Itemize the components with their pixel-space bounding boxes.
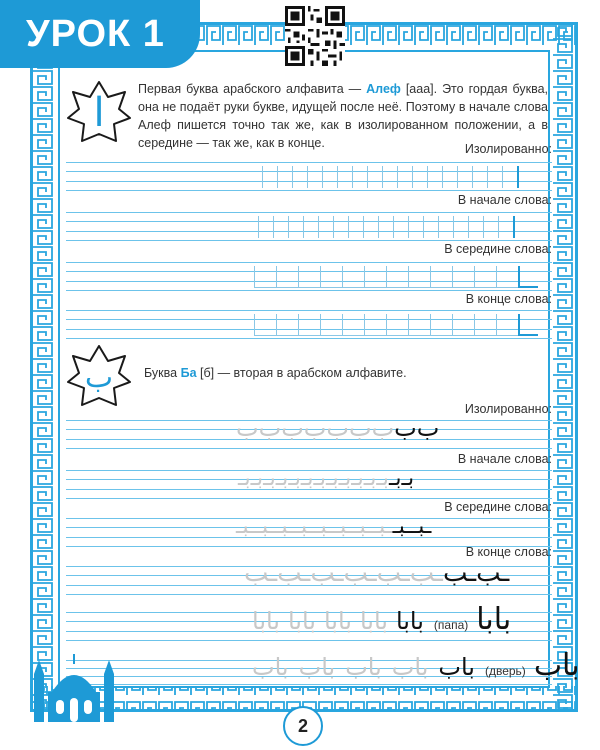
word-door-translation: (дверь) — [484, 664, 526, 678]
ba-name: Ба — [180, 366, 197, 380]
page-number: 2 — [283, 706, 323, 746]
ba-label-initial: В начале слова: — [457, 452, 552, 466]
alef-letter: ا — [93, 90, 105, 136]
ba-description: Буква Ба [б] — вторая в арабском алфавите. — [144, 366, 407, 380]
ba-trace-row-1: ب ب ب ب ب ب ب ب ب — [236, 414, 440, 442]
ba-label-isolated: Изолированно: — [464, 402, 552, 416]
word-door-arabic: باب — [533, 648, 580, 683]
ba-label-final: В конце слова: — [465, 545, 552, 559]
alef-label-isolated: Изолированно: — [464, 142, 552, 156]
ba-sample-initial: بـ — [401, 466, 415, 491]
ba-sample-final: ـب — [476, 558, 510, 588]
ba-trace-row-4: ـب ـب ـب ـب ـب ـب ـب ـب — [244, 558, 510, 588]
qr-code-icon — [285, 6, 345, 66]
alef-trace-row-3 — [254, 264, 538, 288]
star-frame-icon — [66, 80, 132, 146]
ba-sample-medial: ـبـ — [411, 514, 432, 539]
alef-name: Алеф — [366, 82, 401, 96]
alef-label-initial: В начале слова: — [457, 193, 552, 207]
mosque-icon — [34, 650, 114, 722]
word-row-door: باب باب باب باب باب (дверь) باب — [252, 648, 580, 683]
alef-trace-row-1 — [262, 164, 533, 188]
alef-trace-row-4 — [254, 312, 538, 336]
alef-trace-row-2 — [258, 214, 529, 238]
lesson-badge — [0, 0, 200, 68]
alef-label-final: В конце слова: — [465, 292, 552, 306]
lesson-title: УРОК 1 — [26, 12, 165, 55]
ba-sample-isolated: ب — [416, 414, 440, 442]
word-papa-arabic: بابا — [476, 602, 512, 637]
ba-trace-row-3: ـبـ ـبـ ـبـ ـبـ ـبـ ـبـ ـبـ ـبـ ـبـ ـبـ — [236, 514, 432, 539]
alef-description: Первая буква арабского алфавита — Алеф [aaa]. Это гордая буква, она не подаёт руки букве, идущей после неё. Поэтому в начале слова Алеф пишется точно так же, как в изолированном положении, а в середине — так же, как в конце. — [138, 82, 549, 150]
word-row-papa: بابا بابا بابا بابا بابا (папа) بابا — [252, 602, 512, 637]
star-frame-icon — [66, 344, 132, 410]
ba-label-medial: В середине слова: — [444, 500, 552, 514]
word-papa-translation: (папа) — [433, 618, 469, 632]
ba-letter: ب — [84, 359, 114, 395]
alef-label-medial: В середине слова: — [444, 242, 552, 256]
ba-trace-row-2: بـ بـ بـ بـ بـ بـ بـ بـ بـ بـ بـ بـ بـ بـ — [238, 466, 415, 491]
